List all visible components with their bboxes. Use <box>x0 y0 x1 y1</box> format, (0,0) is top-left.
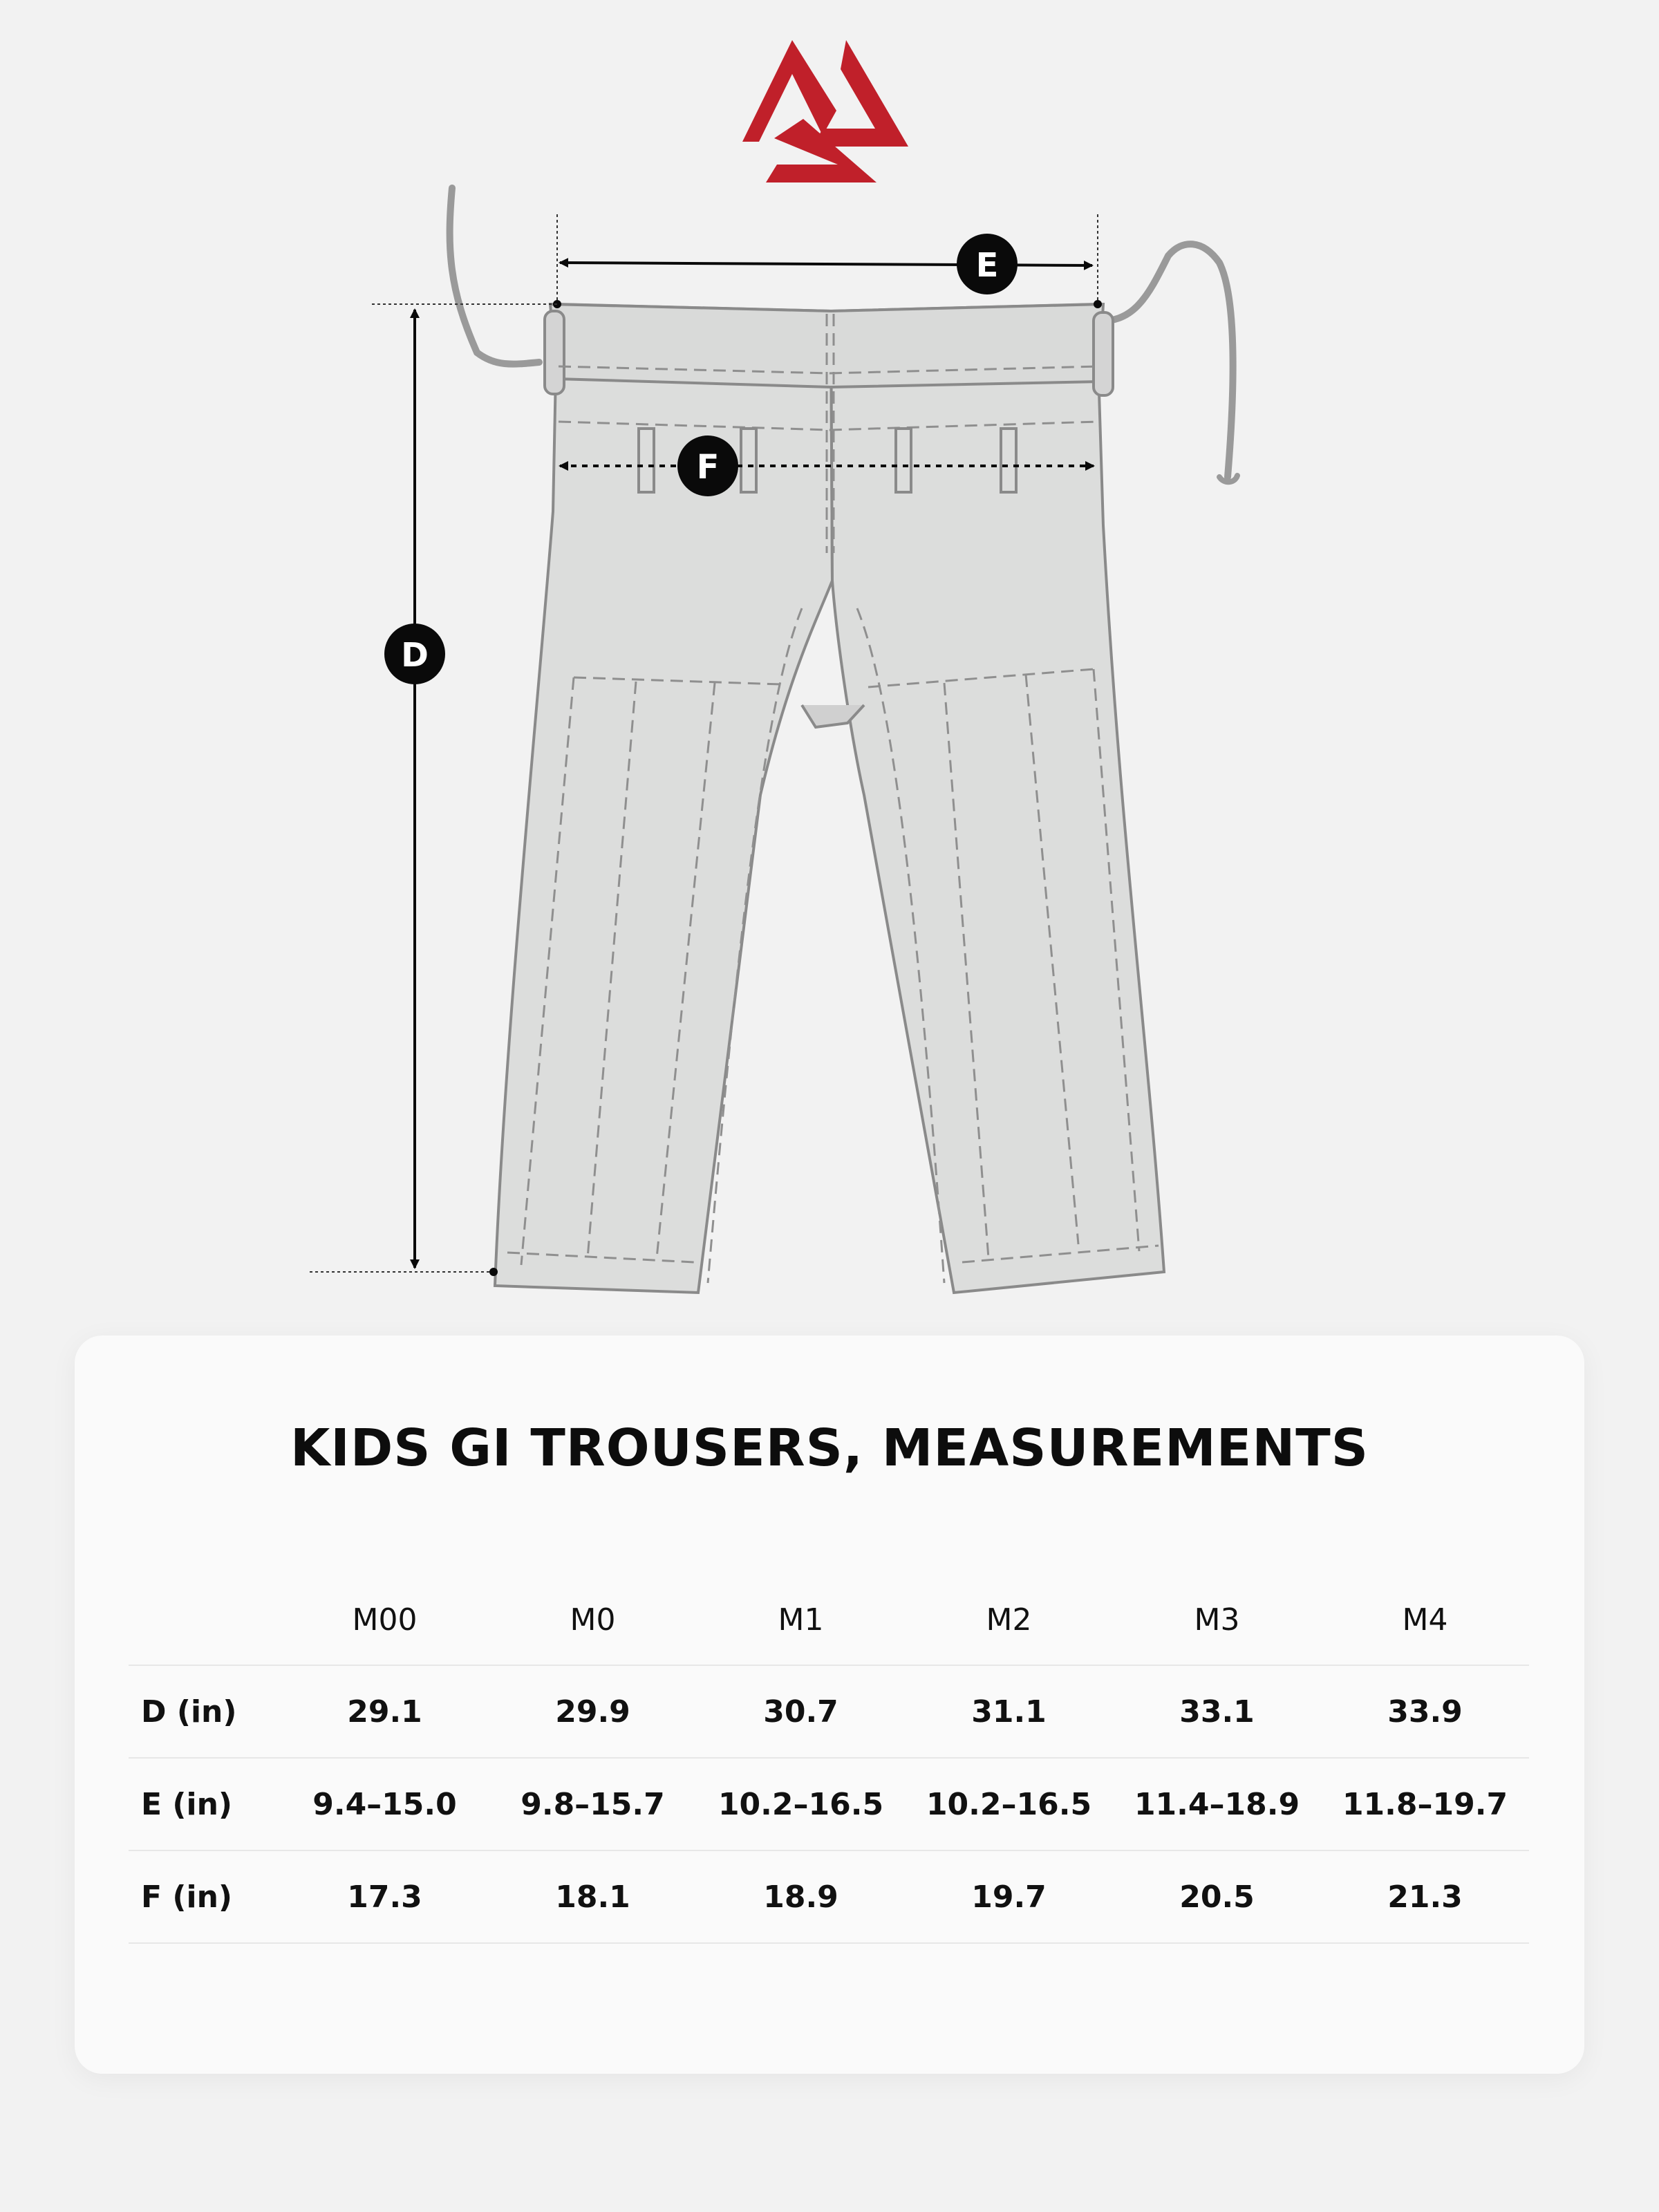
size-header: M3 <box>1113 1575 1321 1665</box>
table-cell: 31.1 <box>905 1665 1113 1758</box>
table-cell: 18.1 <box>489 1850 697 1943</box>
marker-d <box>384 624 445 684</box>
marker-f <box>677 435 738 496</box>
row-label: E (in) <box>129 1758 281 1850</box>
table-title: KIDS GI TROUSERS, MEASUREMENTS <box>290 1418 1369 1478</box>
table-cell: 17.3 <box>281 1850 489 1943</box>
size-header: M00 <box>281 1575 489 1665</box>
table-cell: 18.9 <box>697 1850 905 1943</box>
marker-e <box>957 234 1018 294</box>
table-cell: 9.4–15.0 <box>281 1758 489 1850</box>
table-row <box>129 1665 1529 1758</box>
header-corner <box>129 1575 281 1665</box>
marker-f-label: F <box>696 448 720 487</box>
marker-d-label: D <box>401 636 429 675</box>
table-cell: 10.2–16.5 <box>905 1758 1113 1850</box>
row-label: D (in) <box>129 1665 281 1758</box>
table-cell: 11.8–19.7 <box>1321 1758 1529 1850</box>
table-cell: 33.9 <box>1321 1665 1529 1758</box>
table-cell: 10.2–16.5 <box>697 1758 905 1850</box>
measurements-card <box>75 1335 1584 2074</box>
table-cell: 29.9 <box>489 1665 697 1758</box>
table-cell: 33.1 <box>1113 1665 1321 1758</box>
table-row <box>129 1850 1529 1943</box>
size-header: M2 <box>905 1575 1113 1665</box>
brand-logo <box>742 40 908 182</box>
table-cell: 9.8–15.7 <box>489 1758 697 1850</box>
drawstring-left <box>450 188 539 364</box>
table-cell: 11.4–18.9 <box>1113 1758 1321 1850</box>
row-label: F (in) <box>129 1850 281 1943</box>
size-header: M4 <box>1321 1575 1529 1665</box>
table-cell: 19.7 <box>905 1850 1113 1943</box>
table-cell: 29.1 <box>281 1665 489 1758</box>
size-header: M1 <box>697 1575 905 1665</box>
trousers-illustration <box>495 304 1164 1293</box>
table-cell: 21.3 <box>1321 1850 1529 1943</box>
table-header-row <box>129 1575 1529 1665</box>
measurement-e <box>553 214 1102 308</box>
marker-e-label: E <box>975 246 999 285</box>
size-header: M0 <box>489 1575 697 1665</box>
table-row <box>129 1758 1529 1850</box>
measurements-table <box>129 1575 1529 1944</box>
table-cell: 30.7 <box>697 1665 905 1758</box>
table-cell: 20.5 <box>1113 1850 1321 1943</box>
